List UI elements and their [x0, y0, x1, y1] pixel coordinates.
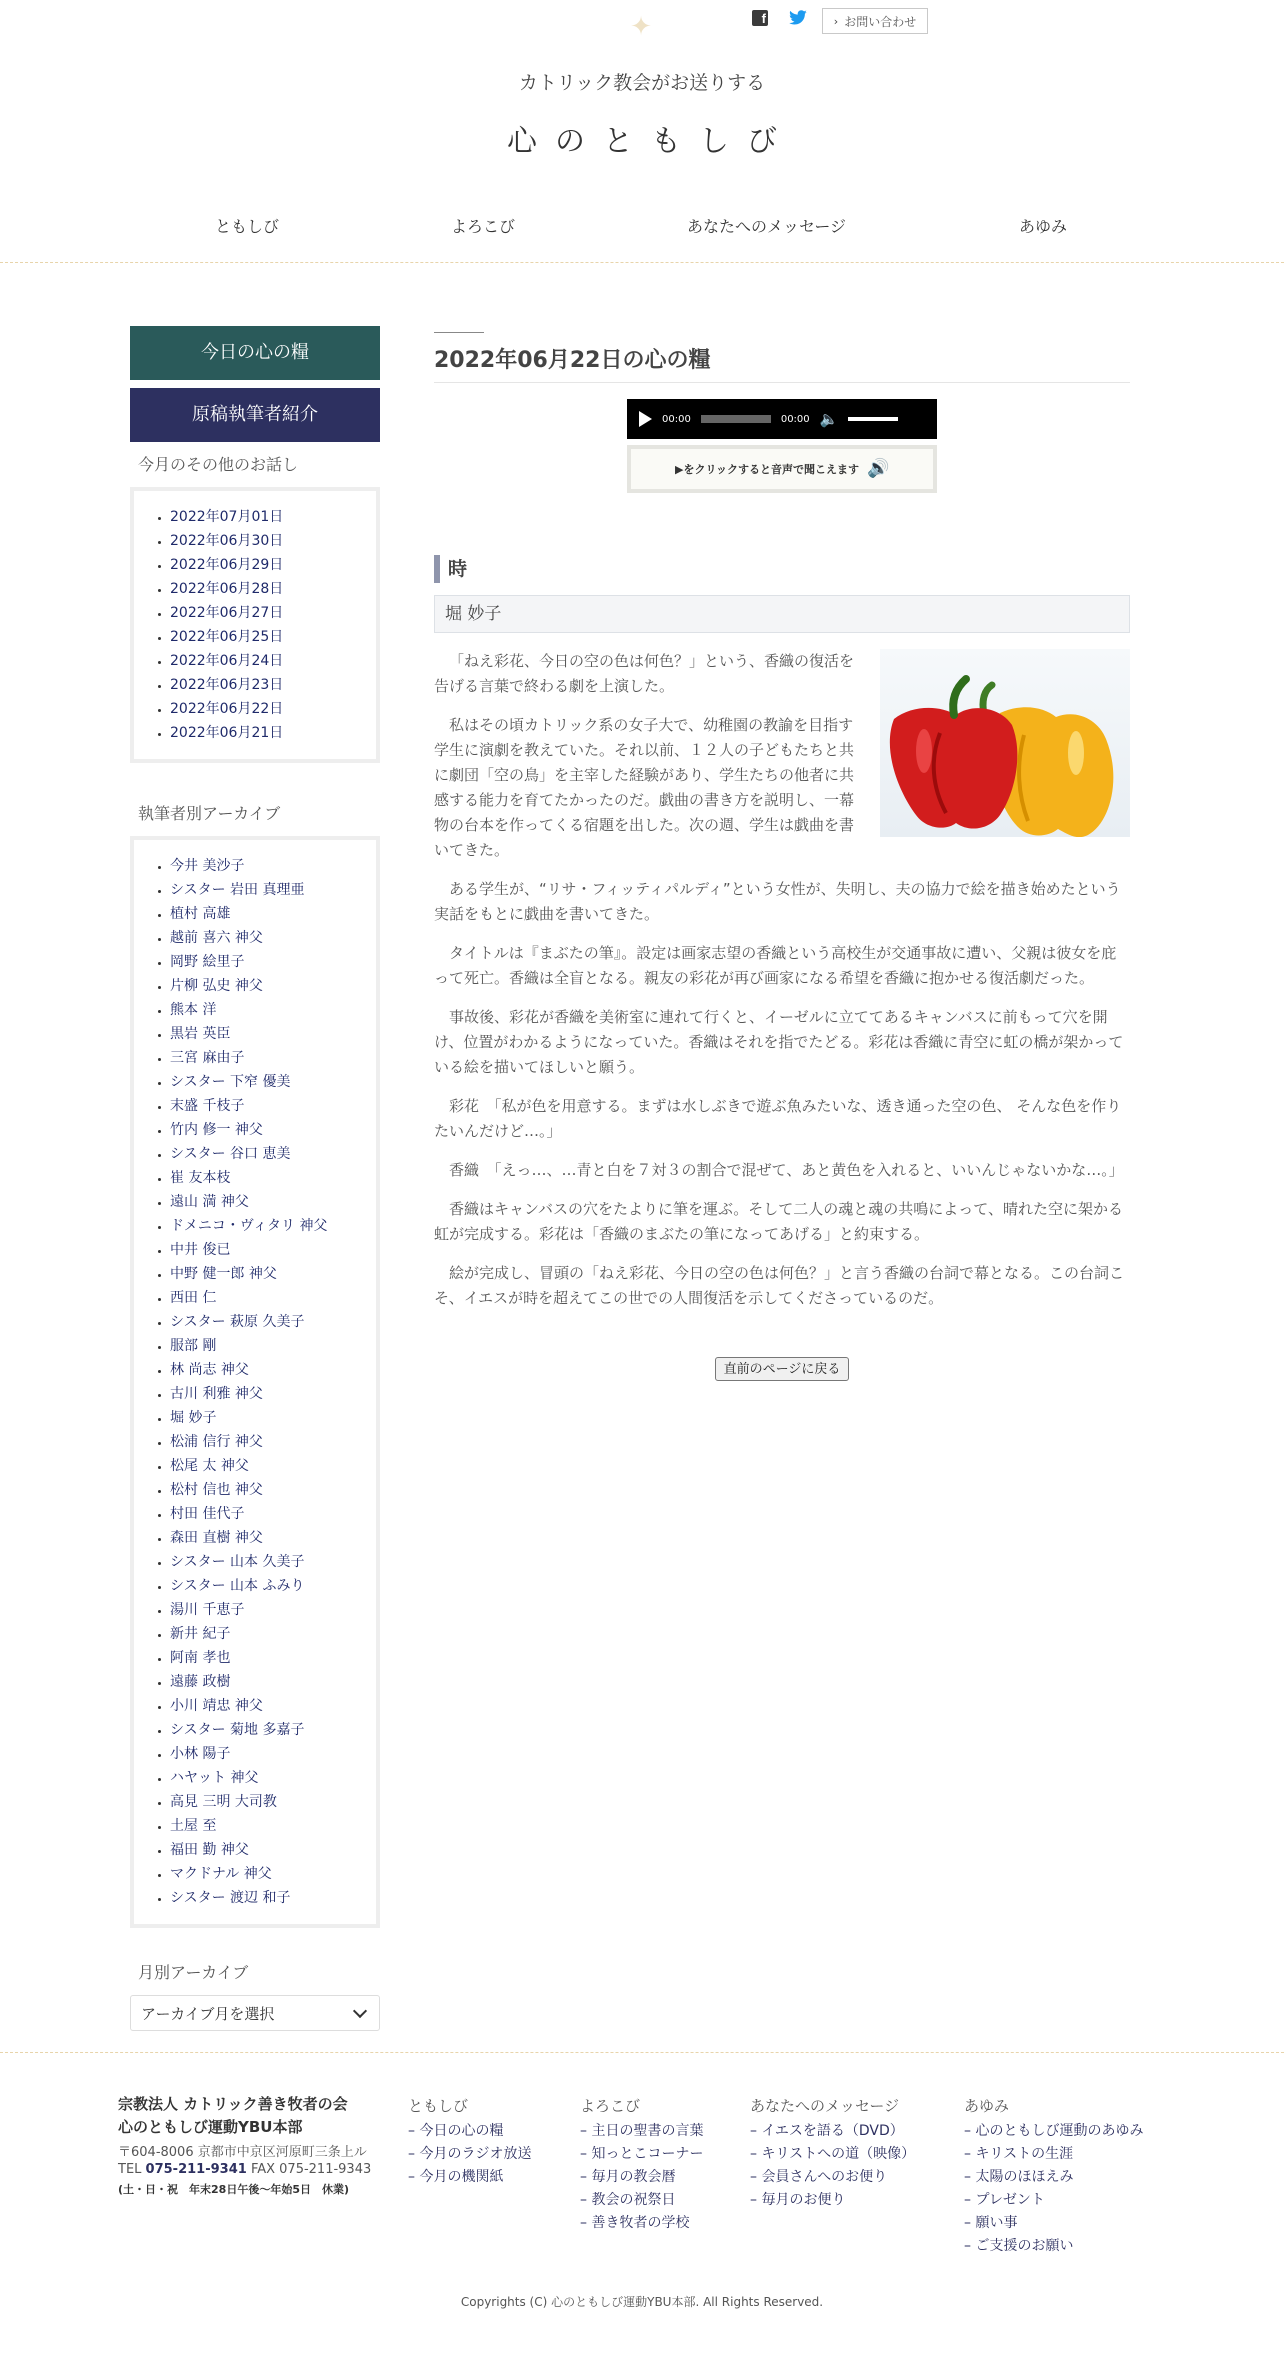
tel-label: TEL [118, 2162, 142, 2177]
author-archive-link[interactable]: • ハヤット 神父 [170, 1766, 368, 1790]
archive-month-select[interactable] [130, 1995, 380, 2031]
author-archive-link[interactable]: • 植村 高雄 [170, 902, 368, 926]
footer-link[interactable]: – キリストへの道（映像） [750, 2146, 916, 2162]
site-footer [0, 2052, 1284, 2369]
sidebar [130, 326, 380, 2031]
footer-col-heading: あなたへのメッセージ [750, 2097, 900, 2115]
author-archive-link[interactable]: • 松尾 太 神父 [170, 1454, 368, 1478]
archive-select-value: アーカイブ月を選択 [141, 2004, 275, 2023]
author-archive-link[interactable]: • 新井 紀子 [170, 1622, 368, 1646]
footer-col-tomoshibi [408, 2095, 531, 2189]
footer-link[interactable]: – 今日の心の糧 [408, 2123, 504, 2139]
author-archive-link[interactable]: • 村田 佳代子 [170, 1502, 368, 1526]
author-archive-link[interactable]: • 古川 利雅 神父 [170, 1382, 368, 1406]
author-archive-link[interactable]: • 森田 直樹 神父 [170, 1526, 368, 1550]
org-phone [118, 2162, 388, 2177]
month-heading: 今月のその他のお話し [138, 455, 299, 474]
author-name: 堀 妙子 [434, 595, 1130, 633]
author-archive-link[interactable]: • 岡野 絵里子 [170, 950, 368, 974]
business-hours: (土・日・祝 年末28日午後〜年始5日 休業) [118, 2183, 350, 2196]
site-header [0, 0, 1284, 262]
audio-duration: 00:00 [780, 413, 810, 425]
author-list-box [130, 836, 380, 1928]
author-archive-link[interactable]: • 林 尚志 神父 [170, 1358, 368, 1382]
author-archive-link[interactable]: • 竹内 修一 神父 [170, 1118, 368, 1142]
site-title[interactable]: 心のともしび [507, 124, 795, 159]
author-archive-link[interactable]: • 三宮 麻由子 [170, 1046, 368, 1070]
author-archive-link[interactable]: • シスター 山本 久美子 [170, 1550, 368, 1574]
author-archive-link[interactable]: • 片柳 弘史 神父 [170, 974, 368, 998]
volume-slider[interactable] [848, 417, 898, 421]
author-archive-link[interactable]: • 湯川 千恵子 [170, 1598, 368, 1622]
author-archive-link[interactable]: • 遠藤 政樹 [170, 1670, 368, 1694]
paragraph-7: 香織 「えっ…、…青と白を７対３の割合で混ぜて、あと黄色を入れると、いいんじゃないかな…。」 [449, 1161, 1124, 1179]
author-archive-link[interactable]: • シスター 山本 ふみり [170, 1574, 368, 1598]
footer-link[interactable]: – キリストの生涯 [964, 2146, 1074, 2162]
nav-item-message[interactable]: あなたへのメッセージ [687, 217, 847, 236]
author-heading: 執筆者別アーカイブ [138, 804, 281, 823]
audio-current-time: 00:00 [662, 413, 691, 425]
nav-item-ayumi[interactable]: あゆみ [1019, 217, 1068, 236]
footer-col-message [750, 2095, 915, 2212]
article-body [434, 649, 1130, 1311]
footer-link[interactable]: – 毎月のお便り [750, 2192, 846, 2208]
org-name: 宗教法人 カトリック善き牧者の会 [118, 2095, 348, 2113]
today-button[interactable]: 今日の心の糧 [130, 326, 380, 380]
author-archive-link[interactable]: • 服部 剛 [170, 1334, 368, 1358]
author-archive-link[interactable]: • 西田 仁 [170, 1286, 368, 1310]
audio-player[interactable] [627, 399, 937, 439]
month-archive-link[interactable]: • 2022年07月01日 [170, 505, 368, 529]
paragraph-4: タイトルは『まぶたの筆』。設定は画家志望の香織という高校生が交通事故に遭い、父親は彼女を庇って死亡。香織は全盲となる。親友の彩花が再び画家になる希望を香織に抱かせる復活劇だった。 [434, 944, 1117, 987]
contact-label: お問い合わせ [844, 14, 917, 29]
month-archive-link[interactable]: • 2022年06月27日 [170, 601, 368, 625]
author-archive-link[interactable]: • シスター 萩原 久美子 [170, 1310, 368, 1334]
author-archive-link[interactable]: • シスター 下窄 優美 [170, 1070, 368, 1094]
footer-link[interactable]: – ご支援のお願い [964, 2238, 1074, 2254]
monthly-heading: 月別アーカイブ [138, 1963, 249, 1982]
facebook-icon[interactable]: f [752, 10, 768, 26]
audio-progress-track[interactable] [701, 415, 771, 423]
author-archive-link[interactable]: • 松浦 信行 神父 [170, 1430, 368, 1454]
author-archive-link[interactable]: • 中井 俊已 [170, 1238, 368, 1262]
footer-col-heading: よろこび [580, 2097, 641, 2115]
org-subname: 心のともしび運動YBU本部 [118, 2118, 303, 2136]
author-archive-link[interactable]: • シスター 菊地 多嘉子 [170, 1718, 368, 1742]
author-archive-link[interactable]: • 小川 靖忠 神父 [170, 1694, 368, 1718]
month-list [134, 505, 368, 745]
author-archive-link[interactable]: • シスター 岩田 真理亜 [170, 878, 368, 902]
footer-link[interactable]: – 知っとこコーナー [580, 2146, 704, 2162]
author-archive-link[interactable]: • 堀 妙子 [170, 1406, 368, 1430]
footer-link[interactable]: – 心のともしび運動のあゆみ [964, 2123, 1144, 2139]
back-button[interactable]: 直前のページに戻る [715, 1357, 849, 1381]
author-archive-link[interactable]: • シスター 谷口 恵美 [170, 1142, 368, 1166]
footer-link[interactable]: – 今月のラジオ放送 [408, 2146, 532, 2162]
contact-button[interactable] [822, 8, 928, 34]
author-archive-link[interactable]: • ドメニコ・ヴィタリ 神父 [170, 1214, 368, 1238]
title-rule [434, 332, 484, 333]
author-archive-link[interactable]: • 末盛 千枝子 [170, 1094, 368, 1118]
month-archive-link[interactable]: • 2022年06月21日 [170, 721, 368, 745]
footer-link[interactable]: – 主日の聖書の言葉 [580, 2123, 704, 2139]
footer-col-heading: ともしび [408, 2097, 469, 2115]
author-archive-link[interactable]: • 福田 勤 神父 [170, 1838, 368, 1862]
month-archive-link[interactable]: • 2022年06月24日 [170, 649, 368, 673]
author-archive-link[interactable]: • マクドナル 神父 [170, 1862, 368, 1886]
nav-item-tomoshibi[interactable]: ともしび [215, 217, 280, 236]
author-archive-link[interactable]: • 越前 喜六 神父 [170, 926, 368, 950]
page-title: 2022年06月22日の心の糧 [434, 343, 1130, 383]
chevron-right-icon: › [833, 14, 839, 28]
fax-number: FAX 075-211-9343 [250, 2162, 372, 2177]
month-archive-link[interactable]: • 2022年06月22日 [170, 697, 368, 721]
sparkle-icon: ✦ [630, 12, 652, 42]
footer-col-yorokobi [580, 2095, 703, 2235]
chevron-down-icon [353, 2003, 367, 2017]
author-archive-link[interactable]: • 熊本 洋 [170, 998, 368, 1022]
author-archive-link[interactable]: • 高見 三明 大司教 [170, 1790, 368, 1814]
paragraph-1: 「ねえ彩花、今日の空の色は何色？」という、香織の復活を告げる言葉で終わる劇を上演した。 [434, 652, 855, 695]
author-archive-link[interactable]: • 土屋 至 [170, 1814, 368, 1838]
tagline: カトリック教会がお送りする [518, 72, 766, 94]
author-list [134, 854, 368, 1910]
footer-link[interactable]: – プレゼント [964, 2192, 1045, 2208]
month-archive-link[interactable]: • 2022年06月25日 [170, 625, 368, 649]
twitter-icon[interactable] [788, 10, 808, 26]
footer-link[interactable]: – 会員さんへのお便り [750, 2169, 888, 2185]
copyright: Copyrights (C) 心のともしび運動YBU本部. All Rights Reserved. [460, 2295, 824, 2309]
month-list-box [130, 487, 380, 763]
bell-peppers-image [880, 649, 1130, 837]
paragraph-6: 彩花 「私が色を用意する。まずは水しぶきで遊ぶ魚みたいな、透き通った空の色、 そんな色を作りたいんだけど…。」 [434, 1097, 1122, 1140]
main-content [434, 332, 1130, 1381]
author-archive-link[interactable]: • 小林 陽子 [170, 1742, 368, 1766]
author-archive-link[interactable]: • 今井 美沙子 [170, 854, 368, 878]
author-archive-link[interactable]: • 崔 友本枝 [170, 1166, 368, 1190]
audio-instruction [627, 445, 937, 493]
paragraph-3: ある学生が、“リサ・フィッティパルディ”という女性が、失明し、夫の協力で絵を描き始めたという実話をもとに戯曲を書いてきた。 [434, 880, 1121, 923]
paragraph-5: 事故後、彩花が香織を美術室に連れて行くと、イーゼルに立ててあるキャンバスに前もって穴を開け、位置がわかるようになっていた。香織はそれを指でたどる。彩花は香織に青空に虹の橋が架かっている絵を描いてほしいと願う。 [434, 1008, 1124, 1076]
footer-link[interactable]: – 今月の機関紙 [408, 2169, 504, 2185]
play-icon[interactable] [639, 411, 652, 427]
speaker-icon: 🔊 [867, 458, 890, 479]
org-address: 〒604-8006 京都市中京区河原町三条上ル [118, 2145, 367, 2160]
paragraph-2: 私はその頃カトリック系の女子大で、幼稚園の教諭を目指す学生に演劇を教えていた。それ以前、１２人の子どもたちと共に劇団「空の鳥」を主宰した経験があり、学生たちの他者に共感する能力を育てたかったのだ。戯曲の書き方を説明し、一幕物の台本を作ってくる宿題を出した。次の週、学生は戯曲を書いてきた。 [434, 716, 855, 859]
tel-number[interactable]: 075-211-9341 [145, 2162, 247, 2177]
footer-link[interactable]: – 教会の祝祭日 [580, 2192, 676, 2208]
audio-instruction-text: ▶をクリックすると音声で聞こえます [674, 463, 860, 476]
author-archive-link[interactable]: • 黒岩 英臣 [170, 1022, 368, 1046]
author-archive-link[interactable]: • 阿南 孝也 [170, 1646, 368, 1670]
footer-col-ayumi [964, 2095, 1143, 2258]
month-archive-link[interactable]: • 2022年06月30日 [170, 529, 368, 553]
writers-button[interactable]: 原稿執筆者紹介 [130, 388, 380, 442]
volume-icon[interactable]: 🔈 [819, 410, 839, 428]
paragraph-8: 香織はキャンバスの穴をたよりに筆を運ぶ。そして二人の魂と魂の共鳴によって、晴れた空に架かる虹が完成する。彩花は「香織のまぶたの筆になってあげる」と約束する。 [434, 1200, 1123, 1243]
month-archive-link[interactable]: • 2022年06月23日 [170, 673, 368, 697]
month-archive-link[interactable]: • 2022年06月29日 [170, 553, 368, 577]
paragraph-9: 絵が完成し、冒頭の「ねえ彩花、今日の空の色は何色？」と言う香織の台詞で幕となる。この台詞こそ、イエスが時を超えてこの世での人間復活を示してくださっているのだ。 [434, 1264, 1125, 1307]
social-links [752, 10, 808, 26]
author-archive-link[interactable]: • シスター 渡辺 和子 [170, 1886, 368, 1910]
author-archive-link[interactable]: • 中野 健一郎 神父 [170, 1262, 368, 1286]
footer-link[interactable]: – 願い事 [964, 2215, 1018, 2231]
author-archive-link[interactable]: • 遠山 満 神父 [170, 1190, 368, 1214]
author-archive-link[interactable]: • 松村 信也 神父 [170, 1478, 368, 1502]
footer-col-heading: あゆみ [964, 2097, 1010, 2115]
footer-link[interactable]: – 善き牧者の学校 [580, 2215, 690, 2231]
footer-link[interactable]: – 毎月の教会暦 [580, 2169, 676, 2185]
section-heading: 時 [434, 555, 1130, 583]
nav-item-yorokobi[interactable]: よろこび [451, 217, 516, 236]
footer-link[interactable]: – 太陽のほほえみ [964, 2169, 1074, 2185]
content-area [0, 262, 1284, 2052]
footer-org [118, 2093, 388, 2197]
month-archive-link[interactable]: • 2022年06月28日 [170, 577, 368, 601]
footer-link[interactable]: – イエスを語る（DVD） [750, 2123, 904, 2139]
